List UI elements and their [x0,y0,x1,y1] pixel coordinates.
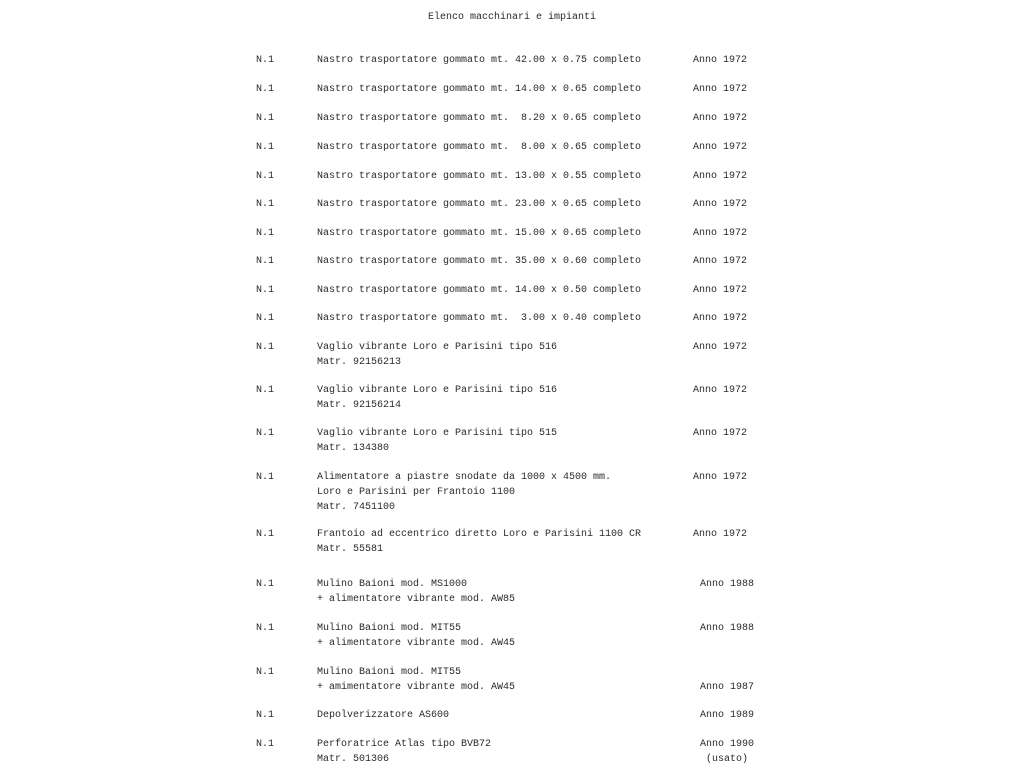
item-description-line: Mulino Baioni mod. MIT55 [317,623,462,634]
item-year-text: Anno 1972 [693,529,748,540]
item-year-text: Anno 1972 [693,285,748,296]
item-description [317,169,641,184]
item-description [317,708,449,723]
item-year [693,53,747,68]
item-description-line: Nastro trasportatore gommato mt. 14.00 x 0.50 completo [317,285,642,296]
item-description [317,577,515,607]
item-description-line: Nastro trasportatore gommato mt. 8.00 x 0.65 completo [317,142,642,153]
item-year [693,340,747,355]
item-quantity: N.1 [256,313,275,324]
item-year [693,283,747,298]
item-description [317,621,515,651]
item-year [693,111,747,126]
item-description [317,140,641,155]
item-quantity: N.1 [256,428,275,439]
item-description-line: Matr. 7451100 [317,502,396,513]
item-description [317,383,557,413]
item-year [700,621,754,636]
item-description [317,283,641,298]
item-year-text: Anno 1988 [700,579,755,590]
item-year-text: Anno 1989 [700,710,755,721]
item-quantity: N.1 [256,199,275,210]
item-description [317,254,641,269]
document-title: Elenco macchinari e impianti [427,12,597,23]
item-year-text: Anno 1972 [693,113,748,124]
item-description-line: + alimentatore vibrante mod. AW85 [317,594,516,605]
item-quantity: N.1 [256,285,275,296]
item-year [693,470,747,485]
item-year-text: Anno 1990 [700,739,755,750]
item-description [317,737,491,767]
item-year-note: (usato) [706,754,749,765]
item-description-line: Mulino Baioni mod. MIT55 [317,667,462,678]
item-year-text: Anno 1972 [693,228,748,239]
item-quantity: N.1 [256,55,275,66]
item-year-text: Anno 1972 [693,199,748,210]
item-description [317,527,641,557]
item-description-line: Matr. 92156214 [317,400,402,411]
item-year [693,169,747,184]
item-quantity: N.1 [256,667,275,678]
item-year [700,577,754,592]
item-description-line: Matr. 92156213 [317,357,402,368]
item-year [693,254,747,269]
item-year [693,226,747,241]
item-description [317,197,641,212]
item-description [317,340,557,370]
item-year-text: Anno 1972 [693,472,748,483]
item-description-line: Mulino Baioni mod. MS1000 [317,579,468,590]
item-description-line: Depolverizzatore AS600 [317,710,450,721]
item-year-text: Anno 1988 [700,623,755,634]
item-quantity: N.1 [256,113,275,124]
item-description-line: + alimentatore vibrante mod. AW45 [317,638,516,649]
item-quantity: N.1 [256,739,275,750]
item-year-text: Anno 1972 [693,84,748,95]
item-year [693,527,747,542]
item-quantity: N.1 [256,710,275,721]
item-description-line: Vaglio vibrante Loro e Parisini tipo 515 [317,428,558,439]
item-description [317,53,641,68]
item-description-line: Vaglio vibrante Loro e Parisini tipo 516 [317,342,558,353]
item-quantity: N.1 [256,342,275,353]
item-description [317,82,641,97]
item-quantity: N.1 [256,84,275,95]
item-description [317,470,611,515]
item-description-line: Matr. 501306 [317,754,390,765]
item-quantity: N.1 [256,171,275,182]
item-year-text: Anno 1972 [693,385,748,396]
item-quantity: N.1 [256,385,275,396]
item-year-text: Anno 1972 [693,142,748,153]
item-description-line: Vaglio vibrante Loro e Parisini tipo 516 [317,385,558,396]
item-description [317,426,557,456]
item-description-line: Matr. 134380 [317,443,390,454]
item-year-text: Anno 1987 [700,682,755,693]
item-description-line: Nastro trasportatore gommato mt. 23.00 x 0.65 completo [317,199,642,210]
item-description-line: Nastro trasportatore gommato mt. 42.00 x 0.75 completo [317,55,642,66]
item-quantity: N.1 [256,228,275,239]
item-year [693,311,747,326]
item-description-line: Alimentatore a piastre snodate da 1000 x 4500 mm. [317,472,612,483]
item-year-text: Anno 1972 [693,313,748,324]
item-description-line: Loro e Parisini per Frantoio 1100 [317,487,516,498]
item-description [317,665,515,695]
item-description [317,311,641,326]
item-year-text: Anno 1972 [693,55,748,66]
item-year-text: Anno 1972 [693,342,748,353]
item-year [693,197,747,212]
item-quantity: N.1 [256,142,275,153]
item-description-line: Nastro trasportatore gommato mt. 3.00 x 0.40 completo [317,313,642,324]
item-year [693,140,747,155]
item-description-line: Frantoio ad eccentrico diretto Loro e Parisini 1100 CR [317,529,642,540]
item-year-text: Anno 1972 [693,428,748,439]
item-year [700,680,754,695]
item-year [700,708,754,723]
item-description-line: Nastro trasportatore gommato mt. 14.00 x 0.65 completo [317,84,642,95]
item-description [317,111,641,126]
item-quantity: N.1 [256,256,275,267]
item-description-line: Matr. 55581 [317,544,384,555]
item-description-line: Nastro trasportatore gommato mt. 13.00 x 0.55 completo [317,171,642,182]
item-year [693,383,747,398]
item-description-line: Perforatrice Atlas tipo BVB72 [317,739,492,750]
item-quantity: N.1 [256,472,275,483]
item-quantity: N.1 [256,623,275,634]
item-quantity: N.1 [256,529,275,540]
item-year [693,426,747,441]
item-description-line: Nastro trasportatore gommato mt. 35.00 x 0.60 completo [317,256,642,267]
item-description-line: Nastro trasportatore gommato mt. 15.00 x 0.65 completo [317,228,642,239]
item-description-line: + amimentatore vibrante mod. AW45 [317,682,516,693]
item-year-text: Anno 1972 [693,256,748,267]
item-description-line: Nastro trasportatore gommato mt. 8.20 x 0.65 completo [317,113,642,124]
item-quantity: N.1 [256,579,275,590]
item-year [700,737,754,767]
item-year [693,82,747,97]
item-description [317,226,641,241]
item-year-text: Anno 1972 [693,171,748,182]
